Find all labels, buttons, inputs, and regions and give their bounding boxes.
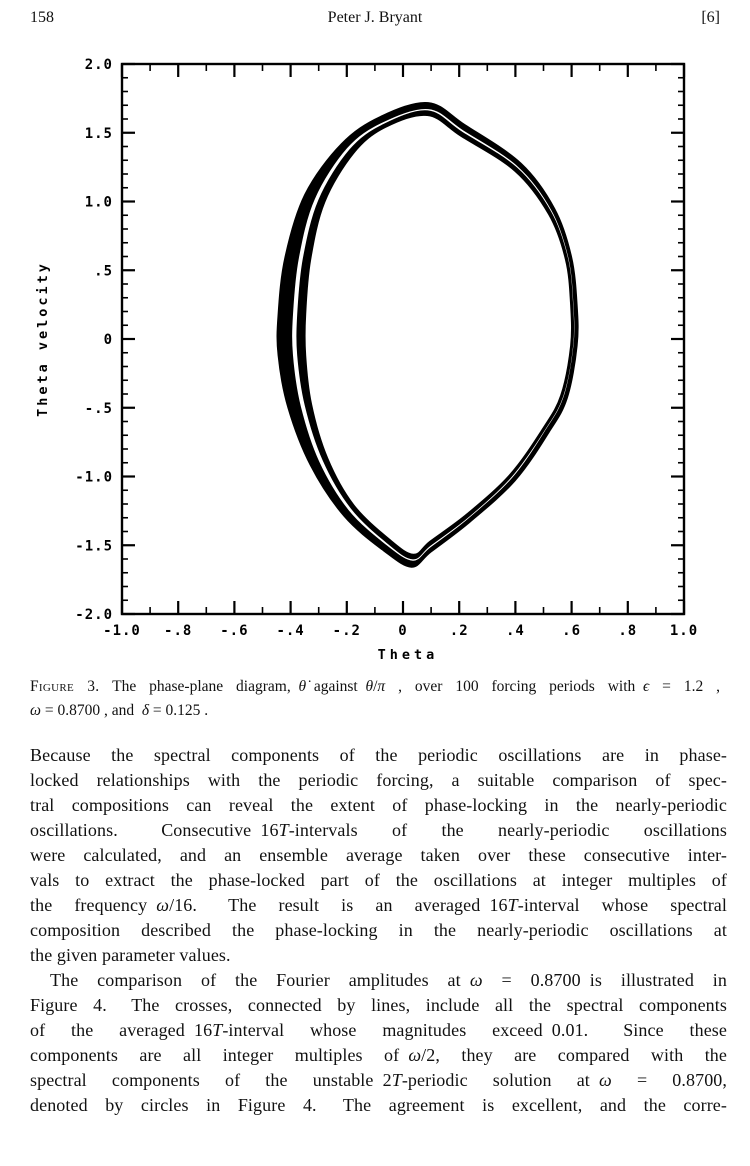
text-line: Because the spectral components of the periodic oscillations are in phase- xyxy=(30,745,727,765)
y-tick-label: 1.5 xyxy=(84,125,113,142)
x-tick-label: .8 xyxy=(618,623,638,639)
figure-label: Figure 3. xyxy=(30,678,100,695)
x-tick-label: .2 xyxy=(449,623,469,639)
citation-number: [6] xyxy=(701,9,720,26)
text-line: were calculated, and an ensemble average taken over these consecutive inter- xyxy=(30,845,727,865)
text-line: denoted by circles in Figure 4. The agreement is excellent, and the corre- xyxy=(30,1095,727,1115)
x-tick-label: -.6 xyxy=(220,623,249,639)
y-tick-label: .5 xyxy=(94,263,113,280)
y-tick-label: -.5 xyxy=(84,400,113,417)
y-tick-label: -1.0 xyxy=(75,469,113,486)
text-line: locked relationships with the periodic forcing, a suitable comparison of spec- xyxy=(30,770,727,790)
text-line: components are all integer multiples of ω/2, they are compared with the xyxy=(30,1045,727,1065)
x-tick-label: .4 xyxy=(505,623,525,639)
phase-plane-plot xyxy=(0,40,750,665)
paragraph xyxy=(30,743,727,968)
text-line: of the averaged 16T-interval whose magnitudes exceed 0.01. Since these xyxy=(30,1020,727,1040)
y-tick-label: 0 xyxy=(103,332,113,348)
text-line: tral compositions can reveal the extent of phase-locking in the nearly-periodic xyxy=(30,795,727,815)
x-tick-label: -.2 xyxy=(332,623,361,639)
page-header xyxy=(0,0,750,27)
y-tick-label: -2.0 xyxy=(75,607,113,623)
text-line: the frequency ω/16. The result is an averaged 16T-interval whose spectral xyxy=(30,895,727,915)
plot-frame xyxy=(122,64,684,614)
x-tick-label: .6 xyxy=(562,623,582,639)
text-line: vals to extract the phase-locked part of the oscillations at integer multiples of xyxy=(30,870,727,890)
text-line: The comparison of the Fourier amplitudes at ω = 0.8700 is illustrated in xyxy=(50,970,727,990)
y-axis-title: Theta velocity xyxy=(35,261,51,417)
x-tick-label: -.8 xyxy=(164,623,193,639)
x-tick-label: 0 xyxy=(398,623,408,639)
running-title: Peter J. Bryant xyxy=(327,9,423,26)
x-tick-label: -.4 xyxy=(276,623,305,639)
x-tick-label: 1.0 xyxy=(669,623,699,639)
x-axis-title: Theta xyxy=(377,647,439,663)
text-line: oscillations. Consecutive 16T-intervals of the nearly-periodic oscillations xyxy=(30,820,727,840)
caption-line: Figure 3. The phase-plane diagram, θ̇ against θ/π , over 100 forcing periods with ϵ = 1.2 , xyxy=(30,678,720,695)
y-tick-label: 2.0 xyxy=(84,57,113,73)
page-number: 158 xyxy=(30,9,54,26)
body-text xyxy=(30,743,727,1118)
paragraph xyxy=(30,968,727,1118)
text-line: composition described the phase-locking in the nearly-periodic oscillations at xyxy=(30,920,727,940)
text-line: the given parameter values. xyxy=(30,945,231,965)
y-tick-label: -1.5 xyxy=(75,538,113,555)
text-line: Figure 4. The crosses, connected by lines, include all the spectral components xyxy=(30,995,727,1015)
y-tick-label: 1.0 xyxy=(84,194,113,211)
x-tick-label: -1.0 xyxy=(103,623,141,639)
figure-3 xyxy=(0,40,750,665)
text-line: spectral components of the unstable 2T-periodic solution at ω = 0.8700, xyxy=(30,1070,728,1090)
caption-line: ω = 0.8700 , and δ = 0.125 . xyxy=(30,702,209,719)
trajectory-band xyxy=(277,102,578,567)
figure-caption xyxy=(30,675,720,723)
